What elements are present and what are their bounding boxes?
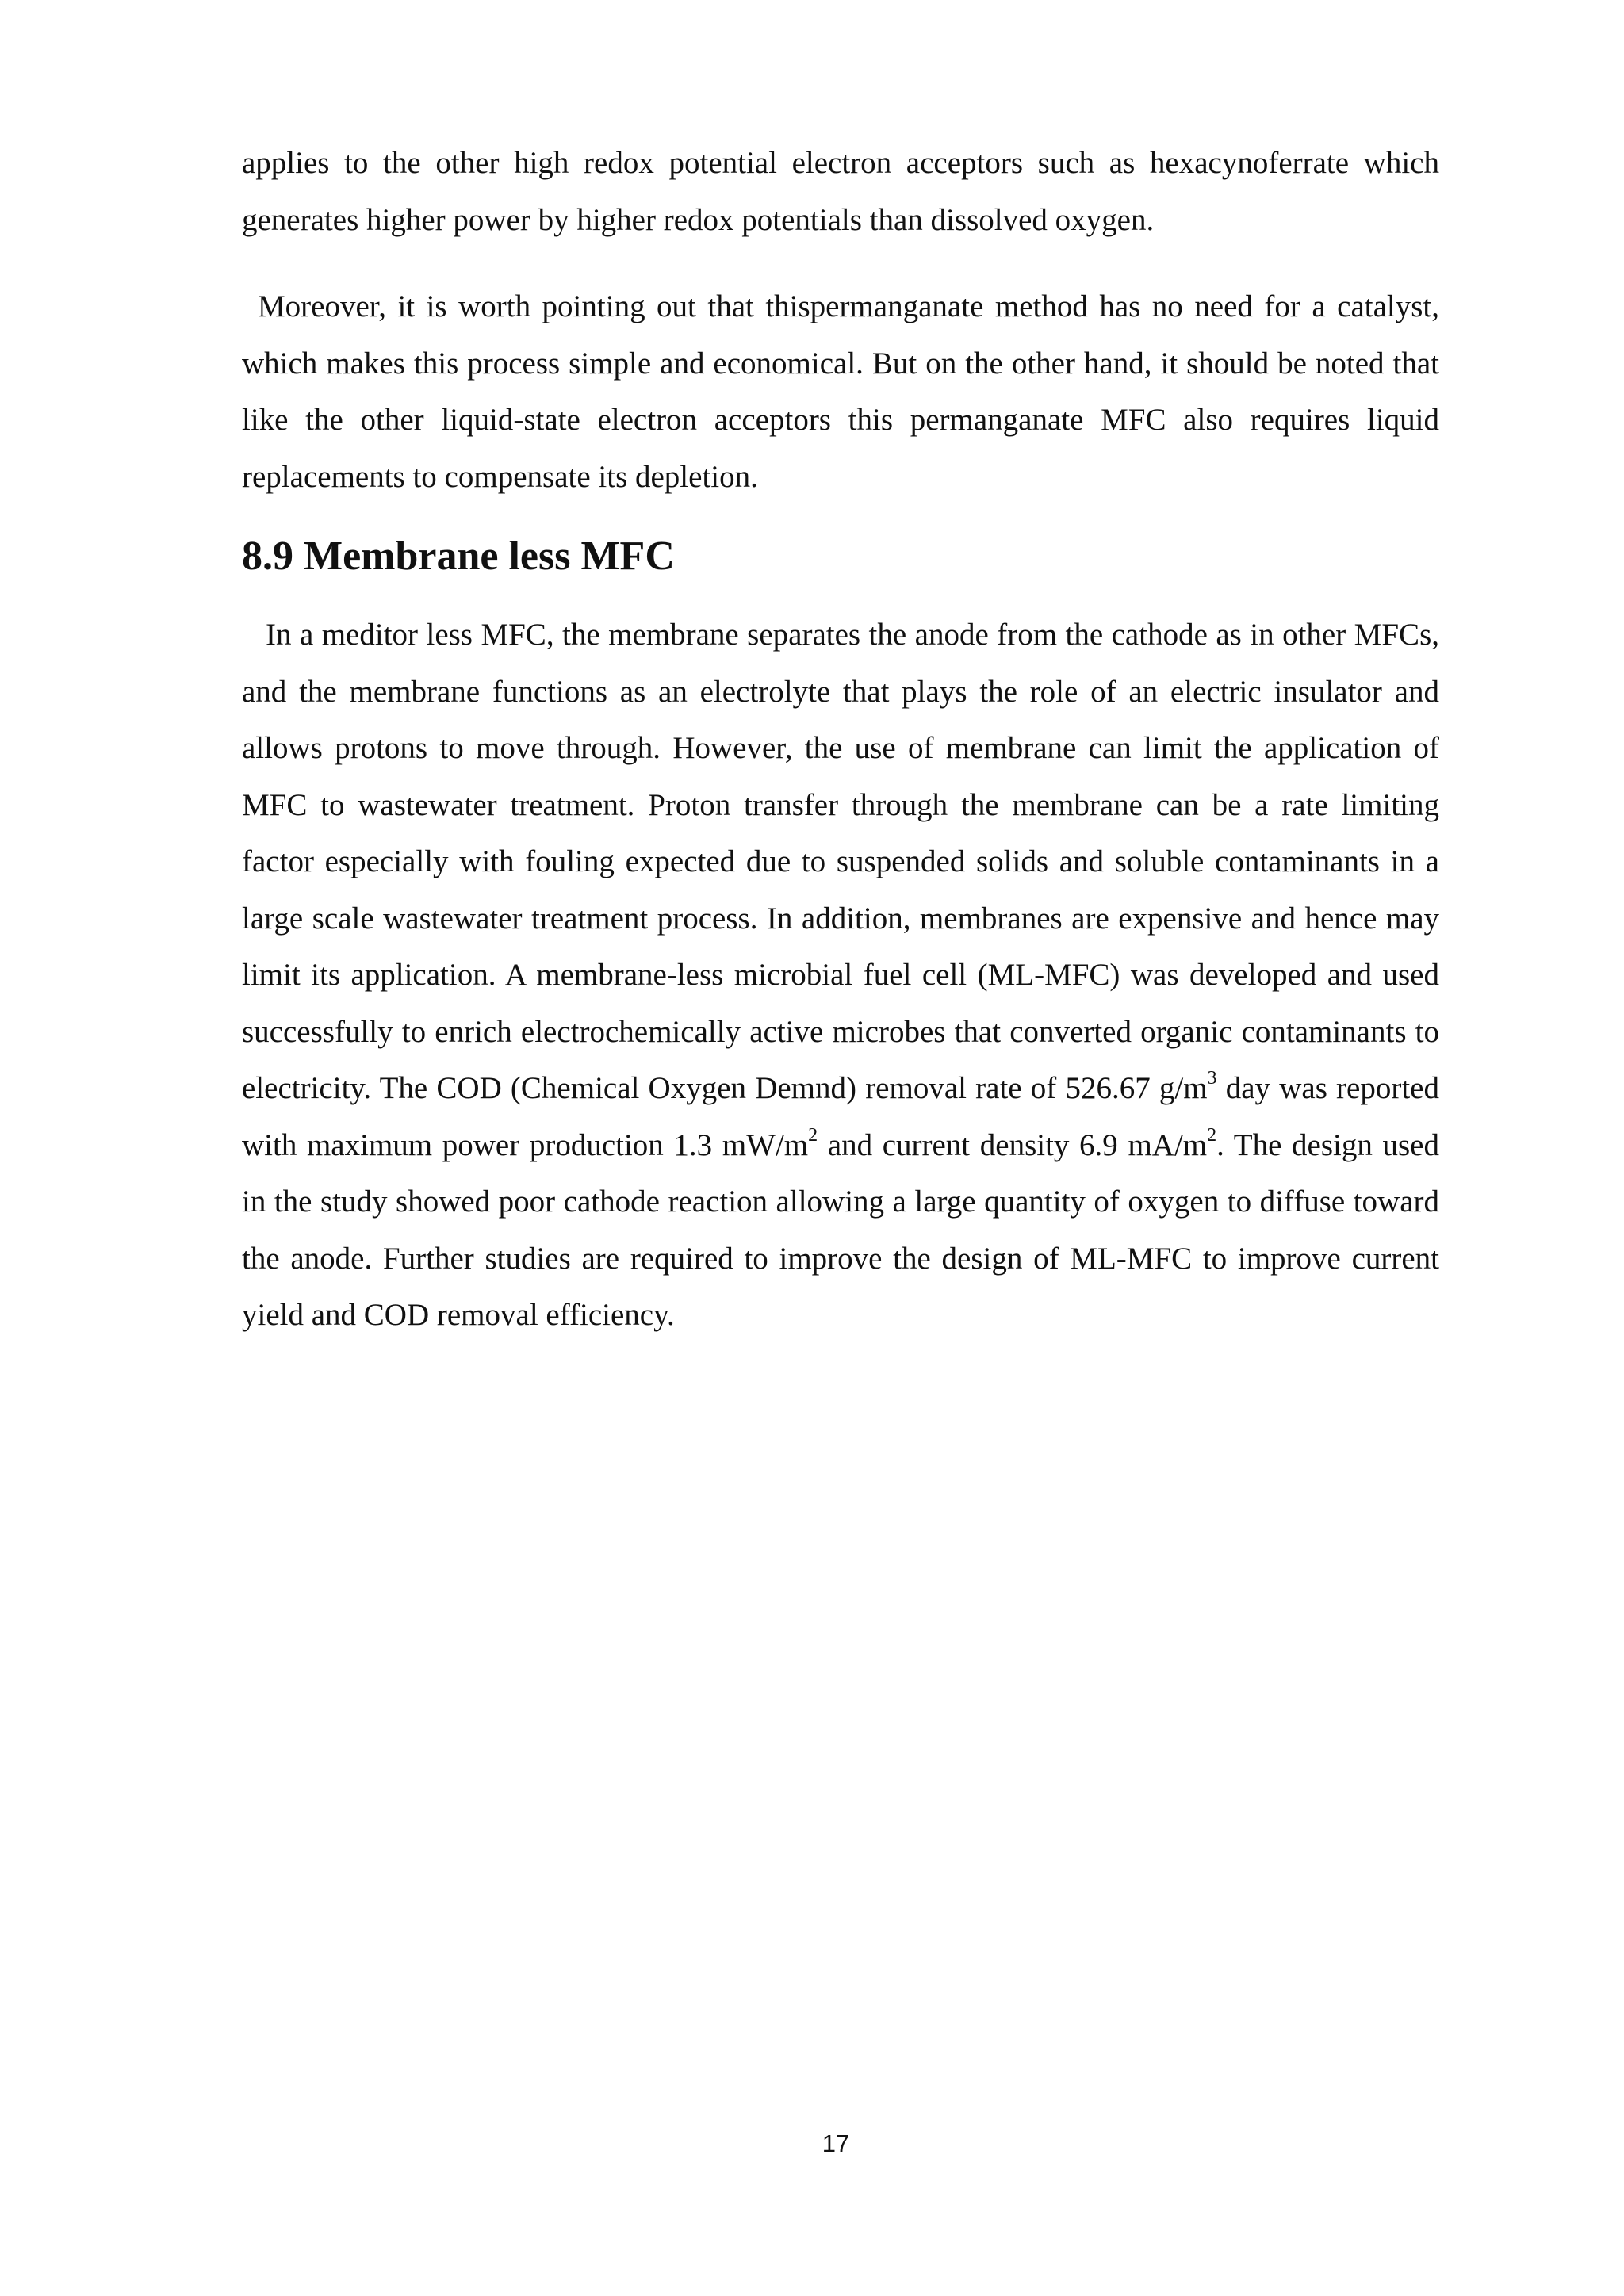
paragraph-text-part-1: In a meditor less MFC, the membrane separates the anode from the cathode as in other MFCs, and the membrane functions as an electrolyte that plays the role of an electric insulator and allows protons to move through. However, the use of membrane can limit the application of MFC to wastewater treatment. Proton transfer through the membrane can be a rate limiting factor especially with fouling expected due to suspended solids and soluble contaminants in a large scale wastewater treatment process. In addition, membranes are expensive and hence may limit its application. A membrane-less microbial fuel cell (ML-MFC) was developed and used successfully to enrich electrochemically active microbes that converted organic contaminants to electricity. The COD (Chemical Oxygen Demnd) removal rate of 526.67 g/m [242, 618, 1439, 1105]
paragraph-text-part-3: and current density 6.9 mA/m [818, 1127, 1208, 1162]
section-heading: 8.9 Membrane less MFC [242, 534, 675, 579]
paragraph-text-part-4: . The design used in the study showed poor cathode reaction allowing a large quantity of oxygen to diffuse toward the anode. Further studies are required to improve the design of ML-MFC to improve current yield and COD removal efficiency. [242, 1127, 1439, 1332]
superscript-square-power: 2 [808, 1124, 818, 1146]
paragraph-moreover: Moreover, it is worth pointing out that thispermanganate method has no need for a catalyst, which makes this process simple and economical. But on the other hand, it should be noted that like the other liquid-state electron acceptors this permanganate MFC also requires liquid replacements to compensate its depletion. [242, 289, 1439, 494]
page-number: 17 [822, 2130, 850, 2157]
paragraph-text-part-2: day was reported with maximum power production 1.3 mW/m [242, 1071, 1439, 1162]
paragraph-continuation: applies to the other high redox potential electron acceptors such as hexacynoferrate which generates higher power by higher redox potentials than dissolved oxygen. [242, 146, 1439, 237]
paragraph-membrane-less [242, 607, 1439, 1344]
superscript-cubic: 3 [1207, 1068, 1217, 1089]
superscript-square-current: 2 [1207, 1124, 1217, 1146]
